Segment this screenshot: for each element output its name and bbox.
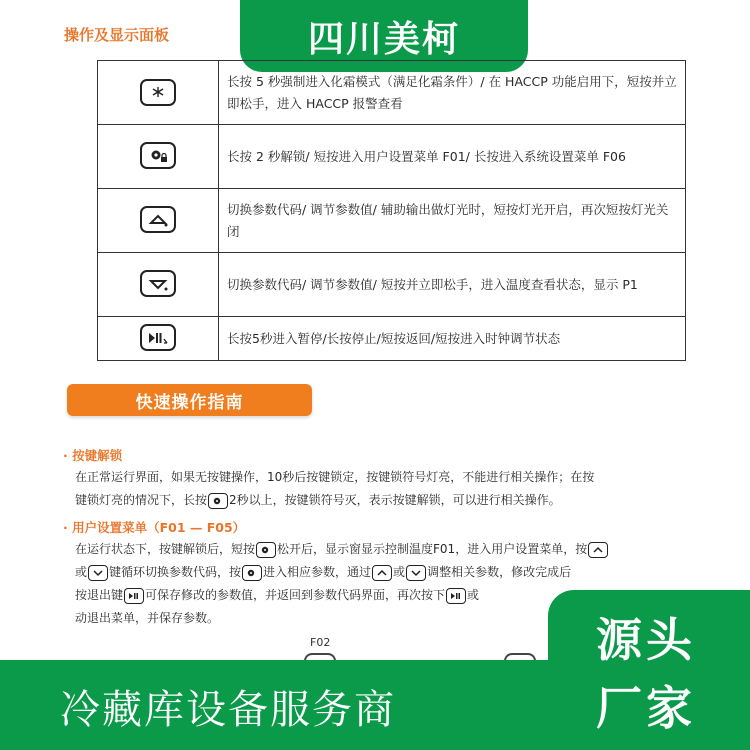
row-description: 长按 2 秒解锁/ 短按进入用户设置菜单 F01/ 长按进入系统设置菜单 F06 [219, 125, 686, 189]
text-run: 2秒以上，按键锁符号灭，表示按键解锁，可以进行相关操作。 [229, 493, 561, 507]
gear-lock-mini-icon [208, 493, 228, 509]
unlock-line-2 [75, 489, 720, 512]
row-description: 切换参数代码/ 调节参数值/ 短按并立即松手，进入温度查看状态，显示 P1 [219, 253, 686, 317]
user-menu-line-1 [75, 538, 720, 561]
gear-lock-mini-icon [256, 542, 276, 558]
text-run: 键循环切换参数代码，按 [109, 565, 242, 579]
brand-banner-text: 四川美柯 [307, 18, 460, 60]
up-arrow-key-icon [140, 206, 176, 233]
user-menu-line-4: 动退出菜单，并保存参数。 [75, 611, 220, 625]
operation-panel-table [97, 60, 686, 361]
row-description: 长按5秒进入暂停/长按停止/短按返回/短按进入时钟调节状态 [219, 317, 686, 361]
badge-line-2: 厂家 [596, 681, 696, 735]
play-pause-mini-icon [124, 588, 144, 604]
user-menu-line-2 [75, 561, 720, 584]
f02-label: F02 [310, 636, 331, 649]
text-run: 或 [75, 565, 88, 579]
user-menu-heading: · 用户设置菜单（F01 — F05） [63, 520, 246, 535]
footer-slogan: 冷藏库设备服务商 [60, 687, 396, 733]
table-row [98, 317, 686, 361]
icon-cell [98, 125, 219, 189]
text-run: 或 [393, 565, 406, 579]
text-run: 进入相应参数，通过 [263, 565, 372, 579]
down-arrow-mini-icon [406, 565, 426, 581]
table-row [98, 189, 686, 253]
quick-guide-title-text: 快速操作指南 [135, 392, 244, 413]
text-run: 键锁灯亮的情况下，长按 [75, 493, 208, 507]
icon-cell [98, 189, 219, 253]
row-description: 长按 5 秒强制进入化霜模式（满足化霜条件）/ 在 HACCP 功能启用下，短按并立即松手，进入 HACCP 报警查看 [219, 61, 686, 125]
up-arrow-mini-icon [372, 565, 392, 581]
icon-cell [98, 253, 219, 317]
table-row [98, 253, 686, 317]
text-run: 可保存修改的参数值，并返回到参数代码界面，再次按下 [145, 588, 446, 602]
corner-badge [548, 590, 750, 750]
icon-cell [98, 317, 219, 361]
text-run: 在运行状态下，按键解锁后，短按 [75, 542, 256, 556]
play-pause-mini-icon [446, 588, 466, 604]
icon-cell [98, 61, 219, 125]
down-arrow-key-icon [140, 270, 176, 297]
unlock-line-1: 在正常运行界面，如果无按键操作，10秒后按键锁定，按键锁符号灯亮，不能进行相关操作；在按 [75, 470, 595, 484]
text-run: 调整相关参数，修改完成后 [427, 565, 572, 579]
quick-guide-title [67, 384, 312, 416]
table-row [98, 125, 686, 189]
text-run: 松开后，显示窗显示控制温度F01，进入用户设置菜单，按 [277, 542, 588, 556]
gear-lock-key-icon [140, 142, 176, 169]
down-arrow-mini-icon [88, 565, 108, 581]
up-arrow-mini-icon [588, 542, 608, 558]
unlock-heading: · 按键解锁 [63, 448, 123, 463]
row-description: 切换参数代码/ 调节参数值/ 辅助输出做灯光时，短按灯光开启，再次短按灯光关闭 [219, 189, 686, 253]
unlock-paragraph [75, 466, 720, 512]
text-run: 按退出键 [75, 588, 124, 602]
text-run: 或 [467, 588, 480, 602]
badge-line-1: 源头 [596, 613, 696, 667]
snowflake-key-icon [140, 79, 176, 106]
section-title: 操作及显示面板 [64, 26, 170, 44]
table-row [98, 61, 686, 125]
gear-lock-mini-icon [242, 565, 262, 581]
play-pause-back-key-icon [140, 324, 176, 351]
